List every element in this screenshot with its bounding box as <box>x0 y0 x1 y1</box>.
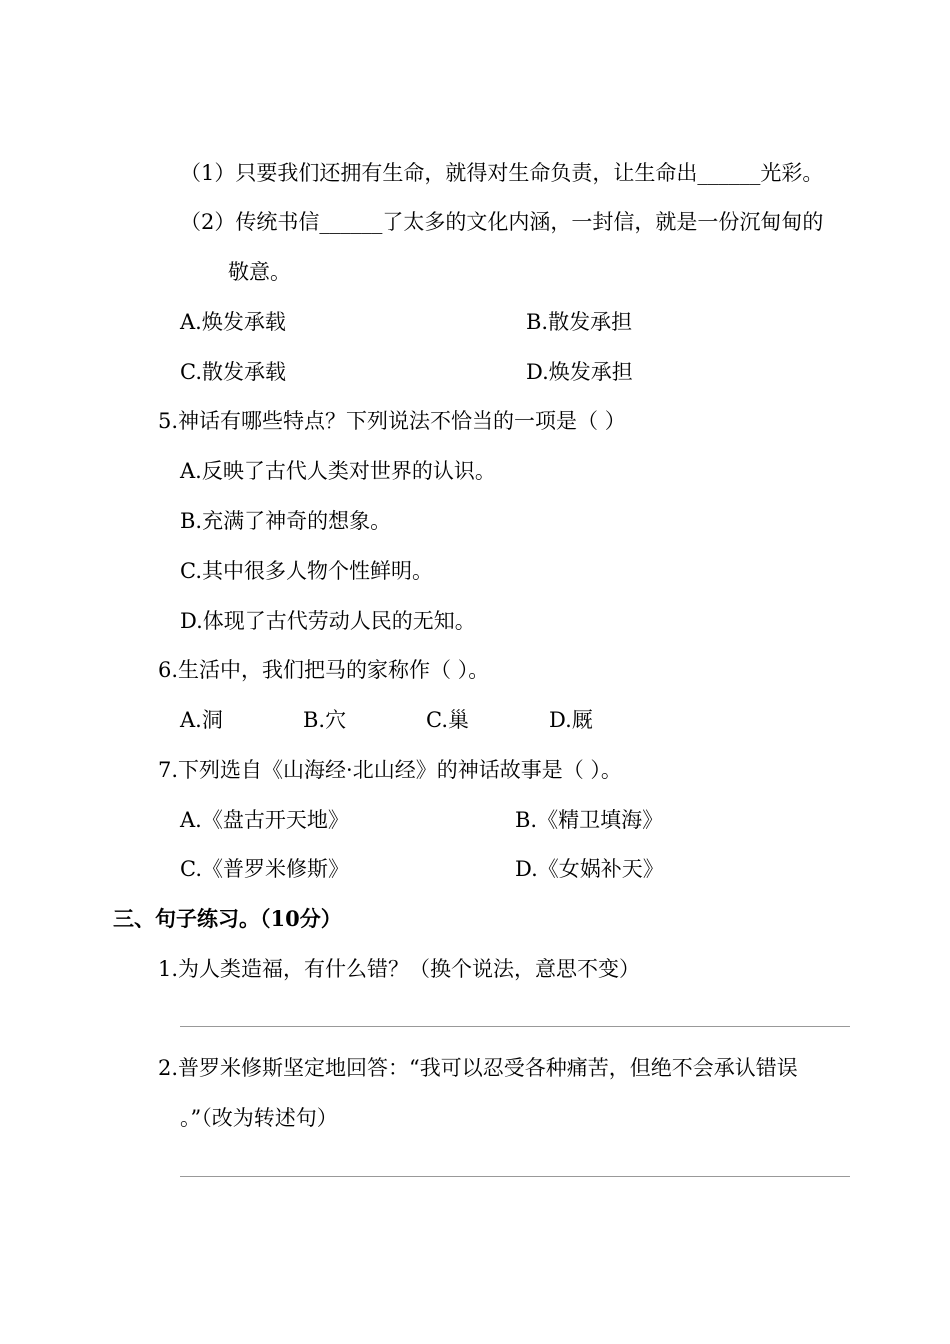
q7-option-b: B.《精卫填海》 <box>515 808 664 832</box>
s3-q1-answer-line[interactable] <box>180 1026 850 1027</box>
q5-option-a: A.反映了古代人类对世界的认识。 <box>180 459 496 483</box>
q6-option-c: C.巢 <box>426 708 469 732</box>
q4-sub2-line1: （2）传统书信______了太多的文化内涵，一封信，就是一份沉甸甸的 <box>180 210 824 234</box>
q7-option-a: A.《盘古开天地》 <box>180 808 349 832</box>
q5-option-b: B.充满了神奇的想象。 <box>180 509 392 533</box>
section3-heading: 三、句子练习。（10分） <box>113 906 342 931</box>
q7-option-d: D.《女娲补天》 <box>515 857 664 881</box>
q5-question: 5.神话有哪些特点？下列说法不恰当的一项是（ ） <box>158 409 626 433</box>
q5-option-d: D.体现了古代劳动人民的无知。 <box>180 609 476 633</box>
q6-option-b: B.穴 <box>303 708 347 732</box>
q5-option-c: C.其中很多人物个性鲜明。 <box>180 559 433 583</box>
q4-sub2-line2: 敬意。 <box>228 260 291 284</box>
q7-option-c: C.《普罗米修斯》 <box>180 857 349 881</box>
q6-option-d: D.厩 <box>549 708 593 732</box>
s3-q2-line1: 2.普罗米修斯坚定地回答：“我可以忍受各种痛苦，但绝不会承认错误 <box>158 1056 798 1080</box>
q4-option-a: A.焕发承载 <box>180 310 286 334</box>
s3-q2-answer-line[interactable] <box>180 1176 850 1177</box>
q7-question: 7.下列选自《山海经·北山经》的神话故事是（ ）。 <box>158 758 622 782</box>
s3-q1: 1.为人类造福，有什么错？（换个说法，意思不变） <box>158 957 641 981</box>
q6-question: 6.生活中，我们把马的家称作（ ）。 <box>158 658 490 682</box>
q4-option-d: D.焕发承担 <box>526 360 633 384</box>
q4-option-b: B.散发承担 <box>526 310 633 334</box>
q4-sub1: （1）只要我们还拥有生命，就得对生命负责，让生命出______光彩。 <box>180 161 824 185</box>
s3-q2-line2: 。”（改为转述句） <box>180 1106 338 1130</box>
q6-option-a: A.洞 <box>180 708 223 732</box>
q4-option-c: C.散发承载 <box>180 360 286 384</box>
